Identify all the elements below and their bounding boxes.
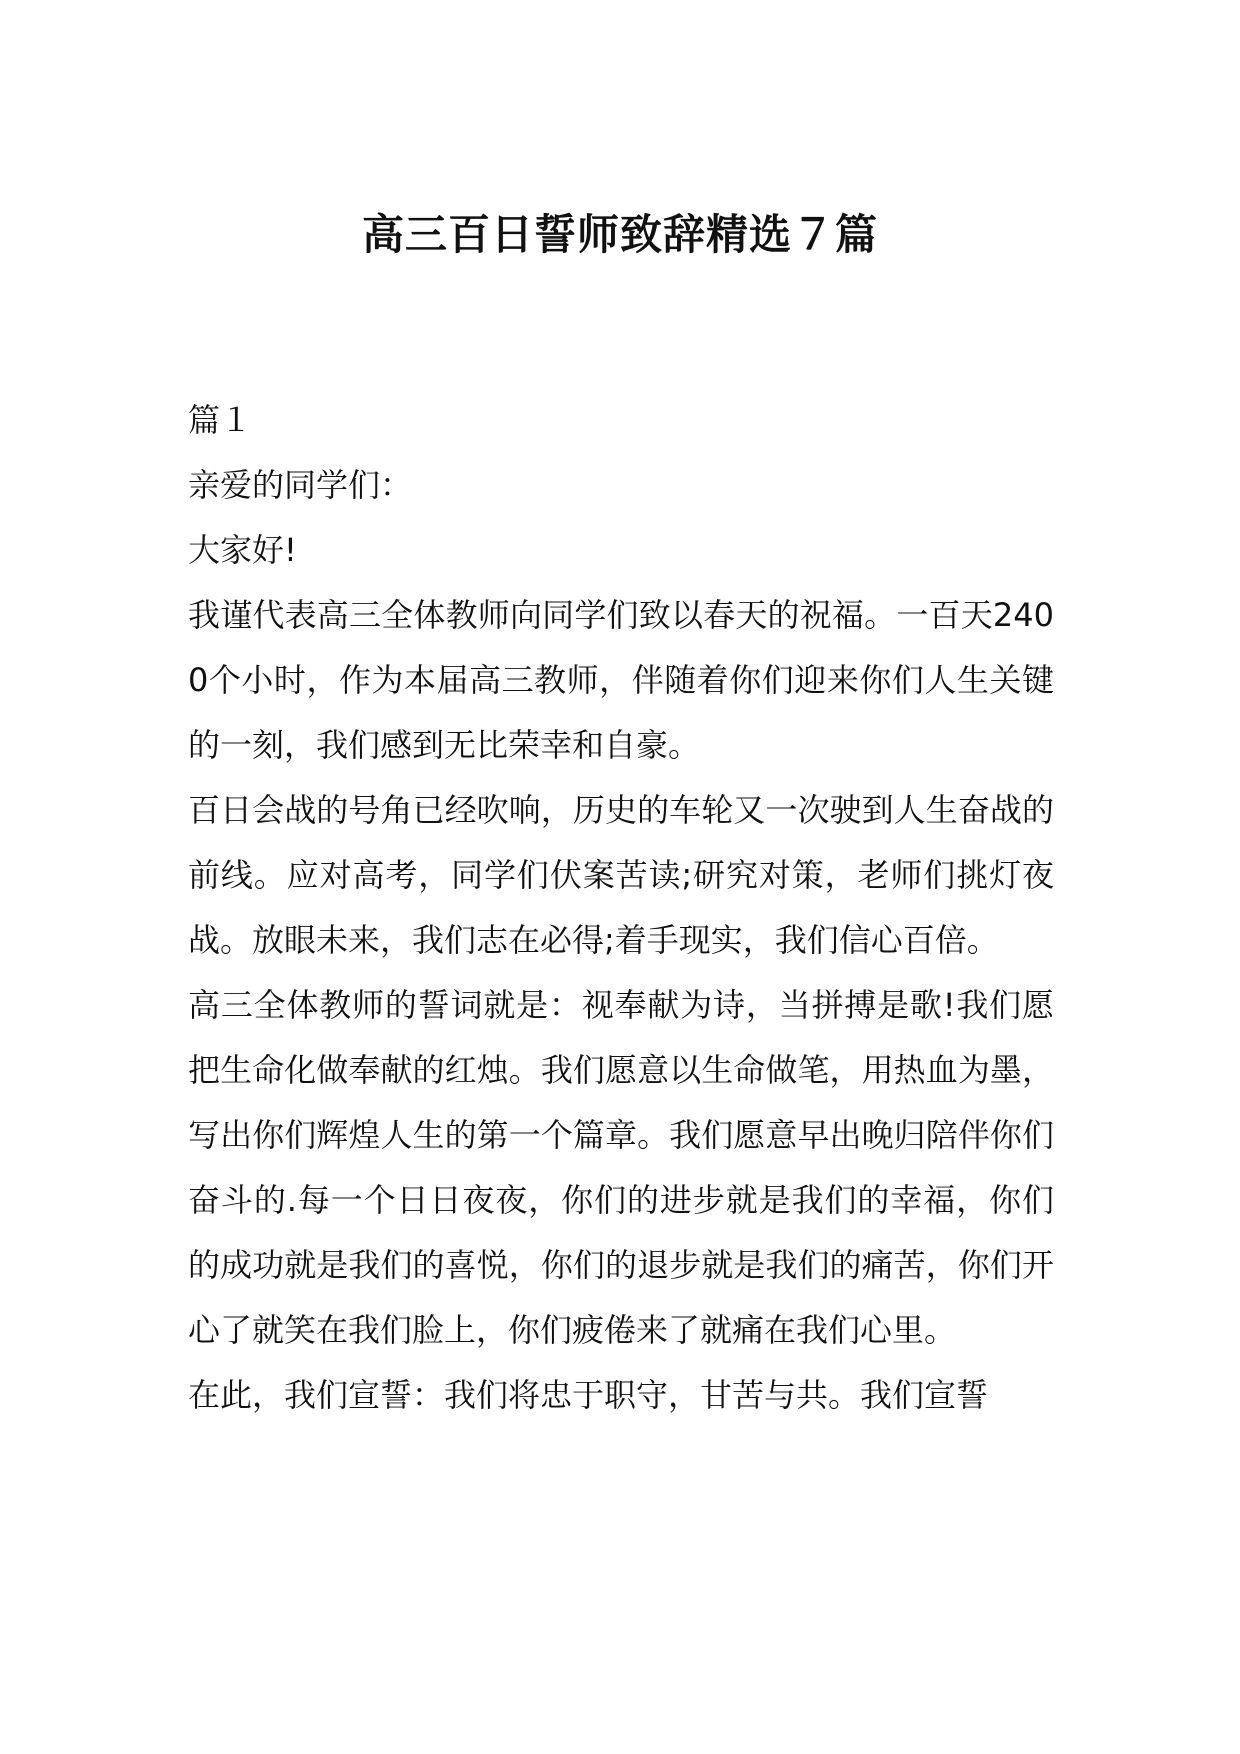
body-paragraph: 百日会战的号角已经吹响，历史的车轮又一次驶到人生奋战的前线。应对高考，同学们伏案苦读;研究对策，老师们挑灯夜战。放眼未来，我们志在必得;着手现实，我们信心百倍。 xyxy=(188,791,1054,959)
section-heading: 篇１ xyxy=(188,401,253,439)
body-paragraph: 我谨代表高三全体教师向同学们致以春天的祝福。一百天2400个小时，作为本届高三教师，伴随着你们迎来你们人生关键的一刻，我们感到无比荣幸和自豪。 xyxy=(188,596,1054,764)
salutation: 亲爱的同学们： xyxy=(188,466,413,504)
greeting: 大家好! xyxy=(188,531,297,569)
body-paragraph: 在此，我们宣誓：我们将忠于职守，甘苦与共。我们宣誓 xyxy=(188,1376,989,1414)
body-paragraph: 高三全体教师的誓词就是：视奉献为诗，当拼搏是歌!我们愿把生命化做奉献的红烛。我们愿意以生命做笔，用热血为墨，写出你们辉煌人生的第一个篇章。我们愿意早出晚归陪伴你们奋斗的.每一个日日夜夜，你们的进步就是我们的幸福，你们的成功就是我们的喜悦，你们的退步就是我们的痛苦，你们开心了就笑在我们脸上，你们疲倦来了就痛在我们心里。 xyxy=(188,986,1054,1349)
document-body xyxy=(188,388,1054,1428)
document-title: 高三百日誓师致辞精选７篇 xyxy=(361,210,878,259)
